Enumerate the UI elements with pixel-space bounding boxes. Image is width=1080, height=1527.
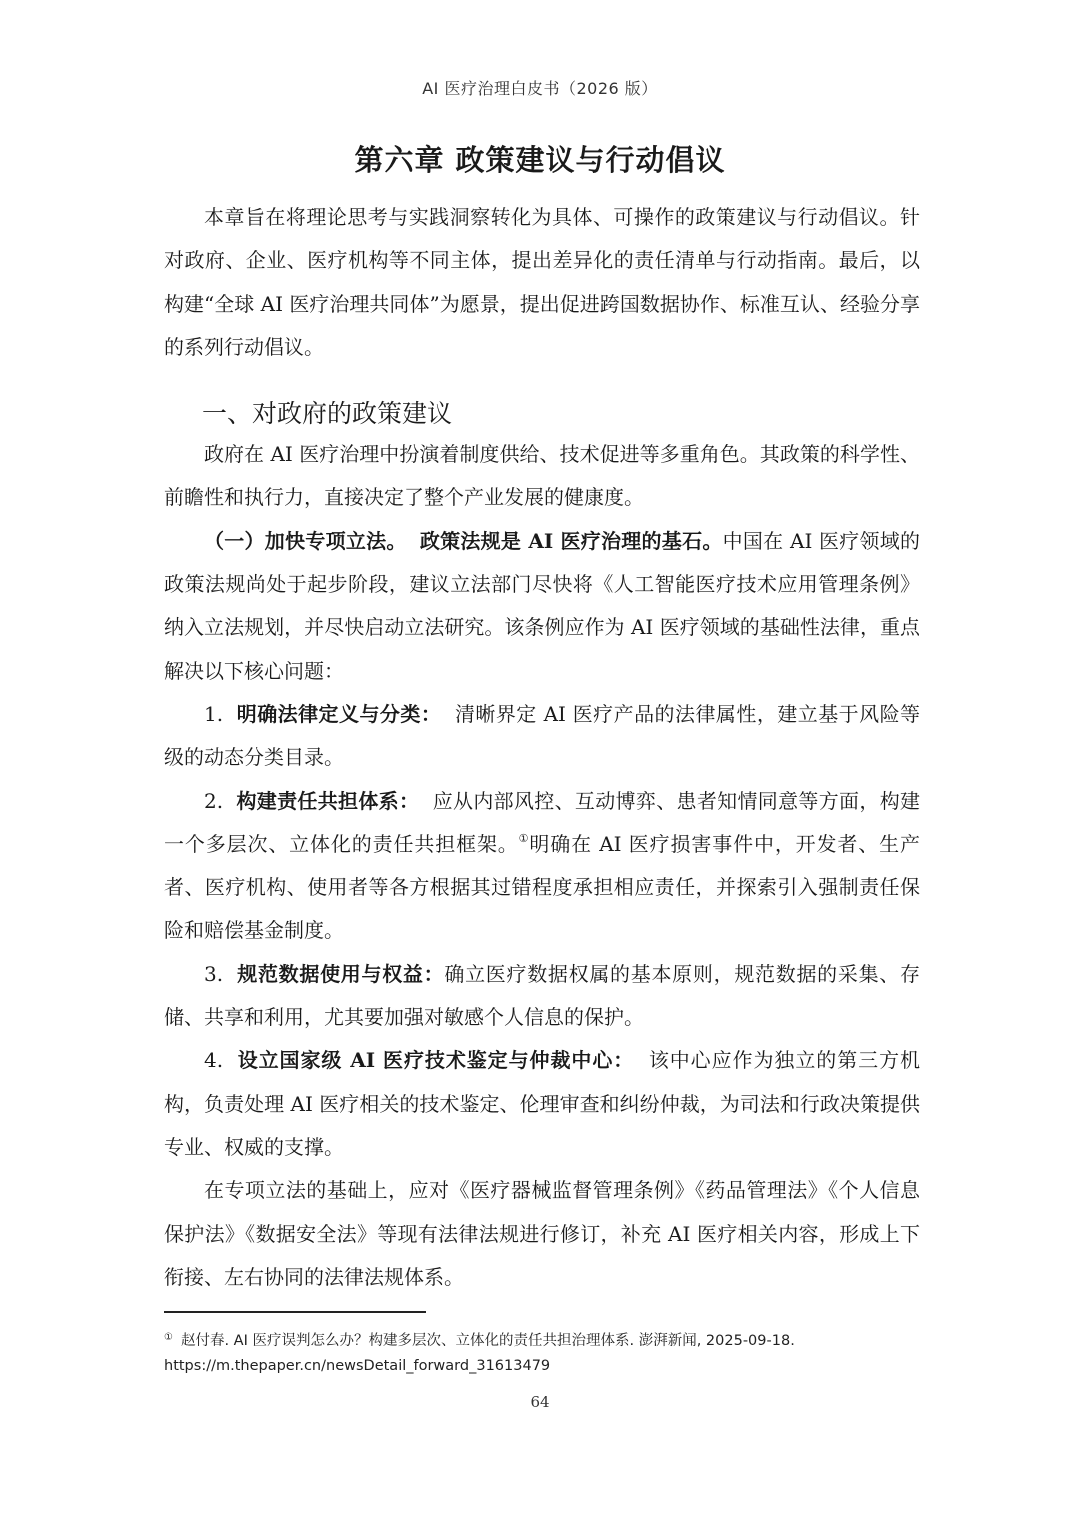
footnote-citation [164,1325,924,1354]
list-item-text: 确立医疗数据权属的基本原则，规范数据的采集、存储、共享和利用，尤其要加强对敏感个人信息的保护。 [164,961,921,1030]
subsection-paragraph [164,520,920,693]
footnote-text: 赵付春. AI 医疗误判怎么办？构建多层次、立体化的责任共担治理体系. 澎湃新闻, 2025-09-18. [180,1333,795,1349]
running-header: AI 医疗治理白皮书（2026 版） [422,79,658,98]
chapter-title: 第六章 政策建议与行动倡议 [354,143,726,177]
subsection-label: （一）加快专项立法。 [204,528,407,553]
closing-paragraph: 在专项立法的基础上，应对《医疗器械监督管理条例》《药品管理法》《个人信息保护法》《数据安全法》等现有法律法规进行修订，补充 AI 医疗相关内容，形成上下衔接、左右协同的法律法规体系。 [164,1178,920,1289]
body-text [164,196,920,1299]
list-item-number: 3. [204,961,224,986]
section-paragraph: 政府在 AI 医疗治理中扮演着制度供给、技术促进等多重角色。其政策的科学性、前瞻性和执行力，直接决定了整个产业发展的健康度。 [164,442,920,510]
intro-paragraph: 本章旨在将理论思考与实践洞察转化为具体、可操作的政策建议与行动倡议。针对政府、企业、医疗机构等不同主体，提出差异化的责任清单与行动指南。最后，以构建“全球 AI 医疗治理共同体”为愿景，提出促进跨国数据协作、标准互认、经验分享的系列行动倡议。 [164,205,920,359]
section-heading: 一、对政府的政策建议 [202,399,453,429]
footnote [164,1325,924,1379]
footnote-reference[interactable]: ① [518,831,530,845]
list-item-text: 应从内部风控、互动博弈、患者知情同意等方面，构建一个多层次、立体化的责任共担框架。 [164,788,921,856]
footnote-divider [164,1311,426,1313]
list-item-title: 设立国家级 AI 医疗技术鉴定与仲裁中心： [237,1048,635,1073]
list-item-text: 该中心应作为独立的第三方机构，负责处理 AI 医疗相关的技术鉴定、伦理审查和纠纷仲裁，为司法和行政决策提供专业、权威的支撑。 [164,1048,921,1159]
list-item-text-continued: 明确在 AI 医疗损害事件中，开发者、生产者、医疗机构、使用者等各方根据其过错程度承担相应责任，并探索引入强制责任保险和赔偿基金制度。 [164,831,920,943]
footnote-url[interactable]: https://m.thepaper.cn/newsDetail_forward_31613479 [164,1358,551,1374]
subsection-lead: 政策法规是 AI 医疗治理的基石。 [419,528,723,553]
list-item-title: 明确法律定义与分类： [236,701,442,726]
footnote-mark: ① [164,1332,173,1343]
list-item [164,953,920,1040]
list-item-number: 4. [204,1048,224,1073]
list-item [164,780,920,953]
list-item-number: 2. [204,788,224,813]
subsection-text: 中国在 AI 医疗领域的政策法规尚处于起步阶段，建议立法部门尽快将《人工智能医疗技术应用管理条例》纳入立法规划，并尽快启动立法研究。该条例应作为 AI 医疗领域的基础性法律，重点解决以下核心问题： [164,528,921,683]
list-item-number: 1. [204,701,224,726]
list-item [164,693,920,780]
list-item-title: 构建责任共担体系： [236,788,420,813]
list-item-text: 清晰界定 AI 医疗产品的法律属性，建立基于风险等级的动态分类目录。 [164,701,921,770]
list-item [164,1039,920,1169]
list-item-title: 规范数据使用与权益： [237,961,445,986]
page-number: 64 [530,1393,550,1411]
